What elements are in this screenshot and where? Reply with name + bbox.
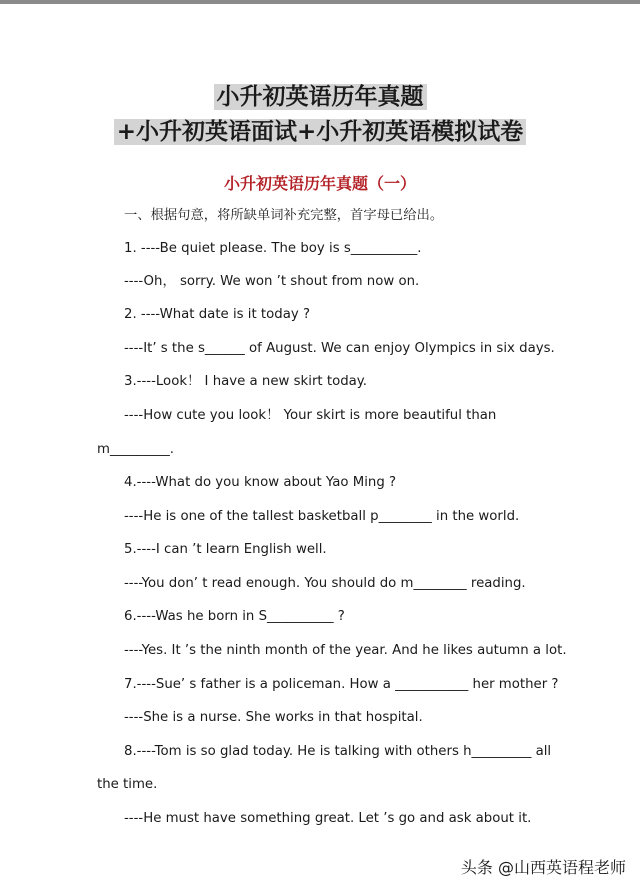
- question-line: 1. ----Be quiet please. The boy is s__________.: [124, 241, 422, 256]
- question-line: 3.----Look！ I have a new skirt today.: [124, 374, 367, 389]
- answer-line: ----Oh， sorry. We won ’t shout from now on.: [124, 274, 420, 289]
- answer-line: ----She is a nurse. She works in that hospital.: [124, 710, 423, 725]
- main-title-line-1: 小升初英语历年真题: [0, 82, 640, 112]
- watermark: 头条 @山西英语程老师: [460, 858, 626, 877]
- answer-line: ----Yes. It ’s the ninth month of the year. And he likes autumn a lot.: [124, 643, 567, 658]
- question-line: 7.----Sue’ s father is a policeman. How a ___________ her mother ?: [124, 677, 559, 692]
- section-subtitle: 小升初英语历年真题（一）: [223, 174, 416, 193]
- answer-line: ----He must have something great. Let ’s go and ask about it.: [124, 811, 532, 826]
- instruction-text: 一、根据句意，将所缺单词补充完整，首字母已给出。: [124, 208, 444, 223]
- answer-line: ----How cute you look！ Your skirt is more beautiful than: [124, 408, 497, 423]
- answer-line: ----He is one of the tallest basketball p________ in the world.: [124, 509, 520, 524]
- top-border: [0, 0, 640, 4]
- question-line: 4.----What do you know about Yao Ming ?: [124, 475, 397, 490]
- answer-line: ----It’ s the s______ of August. We can enjoy Olympics in six days.: [124, 341, 555, 356]
- question-line: 8.----Tom is so glad today. He is talking with others h_________ all: [124, 744, 552, 759]
- answer-line-wrap: m_________.: [97, 442, 175, 457]
- question-line: 6.----Was he born in S__________ ?: [124, 609, 345, 624]
- question-line: 5.----I can ’t learn English well.: [124, 542, 327, 557]
- main-title-line-2: +小升初英语面试+小升初英语模拟试卷: [0, 117, 640, 147]
- question-line: 2. ----What date is it today ?: [124, 307, 311, 322]
- answer-line: ----You don’ t read enough. You should do m________ reading.: [124, 576, 526, 591]
- question-line-wrap: the time.: [97, 777, 158, 792]
